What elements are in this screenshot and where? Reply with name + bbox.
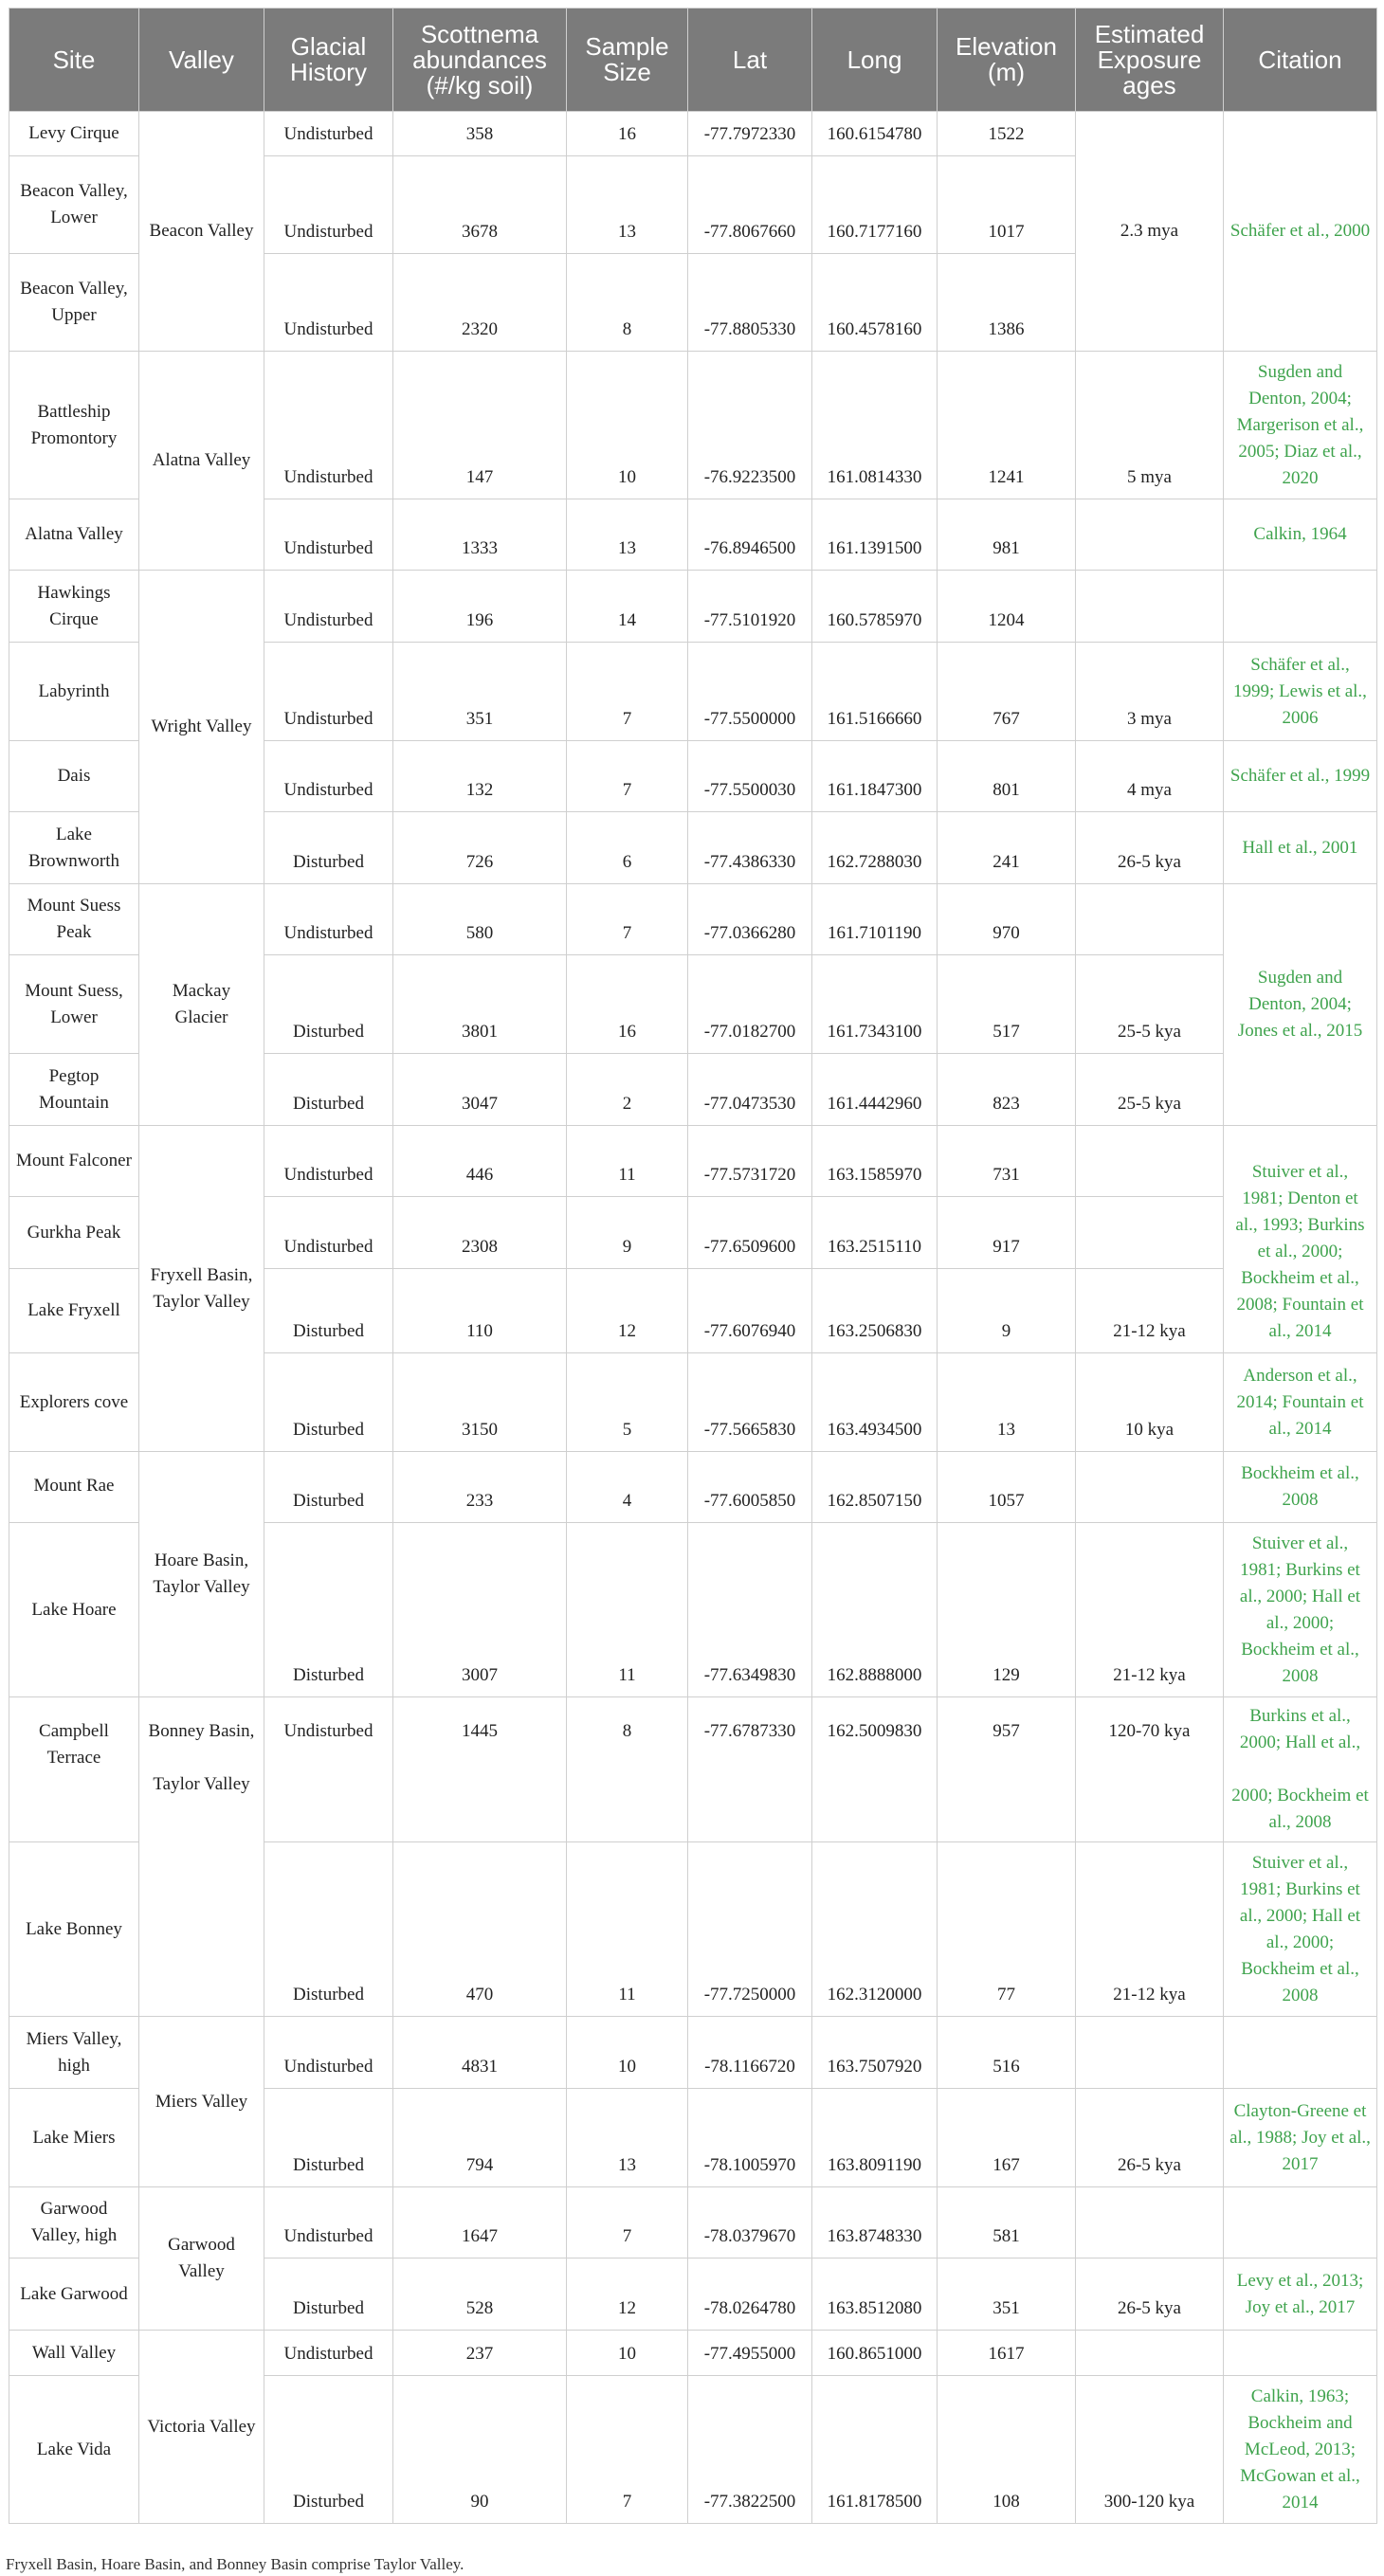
header-row <box>9 9 1377 112</box>
citation-link[interactable]: Stuiver et al., 1981; Denton et al., 1993; Burkins et al., 2000; Bockheim et al., 2008; Fountain et al., 2014 <box>1224 1126 1377 1353</box>
cell-elevation: 1204 <box>938 571 1076 643</box>
cell-site: Miers Valley, high <box>9 2017 139 2089</box>
cell-long: 160.8651000 <box>812 2331 938 2376</box>
cell-lat: -76.9223500 <box>688 352 812 499</box>
citation-link[interactable]: Schäfer et al., 2000 <box>1224 112 1377 352</box>
header-glacial-history: Glacial History <box>264 9 393 112</box>
valley-name-part: Bonney Basin, <box>148 1721 255 1741</box>
cell-sample-size: 7 <box>567 2187 688 2259</box>
cell-site: Lake Miers <box>9 2089 139 2187</box>
cell-glacial: Disturbed <box>264 1353 393 1452</box>
cell-site: Pegtop Mountain <box>9 1054 139 1126</box>
cell-exposure-age: 4 mya <box>1076 741 1224 812</box>
cell-site: Labyrinth <box>9 643 139 741</box>
cell-abundance: 147 <box>393 352 567 499</box>
cell-site: Mount Suess, Lower <box>9 955 139 1054</box>
citation-link[interactable]: Bockheim et al., 2008 <box>1224 1452 1377 1523</box>
cell-sample-size: 7 <box>567 643 688 741</box>
cell-sample-size: 16 <box>567 112 688 156</box>
table-row <box>9 112 1377 156</box>
cell-valley: Garwood Valley <box>139 2187 264 2331</box>
cell-lat: -77.0182700 <box>688 955 812 1054</box>
cell-long: 162.3120000 <box>812 1842 938 2017</box>
cell-elevation: 129 <box>938 1523 1076 1697</box>
header-elevation: Elevation (m) <box>938 9 1076 112</box>
cell-abundance: 351 <box>393 643 567 741</box>
cell-abundance: 794 <box>393 2089 567 2187</box>
cell-exposure-age <box>1076 1126 1224 1197</box>
cell-site: Mount Falconer <box>9 1126 139 1197</box>
cell-long: 161.1847300 <box>812 741 938 812</box>
cell-long: 163.4934500 <box>812 1353 938 1452</box>
cell-sample-size: 11 <box>567 1523 688 1697</box>
cell-exposure-age: 26-5 kya <box>1076 2089 1224 2187</box>
cell-glacial: Undisturbed <box>264 1126 393 1197</box>
cell-glacial: Disturbed <box>264 2089 393 2187</box>
cell-sample-size: 13 <box>567 2089 688 2187</box>
cell-sample-size: 8 <box>567 254 688 352</box>
cell-sample-size: 10 <box>567 2017 688 2089</box>
cell-elevation: 1241 <box>938 352 1076 499</box>
cell-site: Lake Hoare <box>9 1523 139 1697</box>
cell-sample-size: 10 <box>567 352 688 499</box>
table-row <box>9 2017 1377 2089</box>
cell-long: 163.1585970 <box>812 1126 938 1197</box>
cell-abundance: 3678 <box>393 156 567 254</box>
cell-site: Mount Rae <box>9 1452 139 1523</box>
cell-glacial: Undisturbed <box>264 571 393 643</box>
valley-name-part: Taylor Valley <box>153 1774 250 1794</box>
cell-site: Campbell Terrace <box>9 1697 139 1842</box>
cell-glacial: Undisturbed <box>264 112 393 156</box>
cell-abundance: 2308 <box>393 1197 567 1269</box>
cell-long: 162.5009830 <box>812 1697 938 1842</box>
cell-elevation: 1017 <box>938 156 1076 254</box>
cell-abundance: 90 <box>393 2376 567 2524</box>
cell-abundance: 1647 <box>393 2187 567 2259</box>
cell-site: Lake Brownworth <box>9 812 139 884</box>
cell-abundance: 3007 <box>393 1523 567 1697</box>
cell-site: Beacon Valley, Upper <box>9 254 139 352</box>
citation-cell-empty <box>1224 2017 1377 2089</box>
cell-long: 162.7288030 <box>812 812 938 884</box>
cell-valley: Wright Valley <box>139 571 264 884</box>
cell-site: Lake Vida <box>9 2376 139 2524</box>
cell-glacial: Undisturbed <box>264 2187 393 2259</box>
cell-site: Lake Fryxell <box>9 1269 139 1353</box>
table-row <box>9 884 1377 955</box>
cell-lat: -77.5500000 <box>688 643 812 741</box>
cell-long: 161.7343100 <box>812 955 938 1054</box>
cell-glacial: Undisturbed <box>264 643 393 741</box>
cell-elevation: 731 <box>938 1126 1076 1197</box>
cell-lat: -77.7250000 <box>688 1842 812 2017</box>
cell-site: Alatna Valley <box>9 499 139 571</box>
citation-cell-empty <box>1224 2331 1377 2376</box>
cell-valley: Miers Valley <box>139 2017 264 2187</box>
cell-valley: Beacon Valley <box>139 112 264 352</box>
cell-abundance: 726 <box>393 812 567 884</box>
cell-site: Mount Suess Peak <box>9 884 139 955</box>
cell-abundance: 446 <box>393 1126 567 1197</box>
cell-exposure-age <box>1076 2187 1224 2259</box>
table-row <box>9 571 1377 643</box>
cell-glacial: Disturbed <box>264 812 393 884</box>
citation-link[interactable]: Levy et al., 2013; Joy et al., 2017 <box>1224 2259 1377 2331</box>
cell-exposure-age <box>1076 884 1224 955</box>
cell-long: 160.6154780 <box>812 112 938 156</box>
cell-glacial: Undisturbed <box>264 1697 393 1842</box>
cell-lat: -77.5731720 <box>688 1126 812 1197</box>
citation-link[interactable]: Hall et al., 2001 <box>1224 812 1377 884</box>
cell-long: 161.1391500 <box>812 499 938 571</box>
cell-elevation: 970 <box>938 884 1076 955</box>
cell-elevation: 1386 <box>938 254 1076 352</box>
cell-glacial: Undisturbed <box>264 1197 393 1269</box>
cell-valley: Alatna Valley <box>139 352 264 571</box>
cell-exposure-age: 3 mya <box>1076 643 1224 741</box>
cell-lat: -76.8946500 <box>688 499 812 571</box>
cell-abundance: 580 <box>393 884 567 955</box>
cell-long: 161.4442960 <box>812 1054 938 1126</box>
cell-lat: -77.5500030 <box>688 741 812 812</box>
table-row <box>9 2331 1377 2376</box>
cell-site: Garwood Valley, high <box>9 2187 139 2259</box>
header-valley: Valley <box>139 9 264 112</box>
cell-exposure-age: 300-120 kya <box>1076 2376 1224 2524</box>
citation-link[interactable]: Stuiver et al., 1981; Burkins et al., 2000; Hall et al., 2000; Bockheim et al., 2008 <box>1224 1523 1377 1697</box>
cell-glacial: Undisturbed <box>264 741 393 812</box>
cell-long: 161.8178500 <box>812 2376 938 2524</box>
cell-abundance: 2320 <box>393 254 567 352</box>
cell-abundance: 3801 <box>393 955 567 1054</box>
cell-abundance: 3150 <box>393 1353 567 1452</box>
cell-sample-size: 9 <box>567 1197 688 1269</box>
cell-valley: Mackay Glacier <box>139 884 264 1126</box>
citation-link[interactable]: Clayton-Greene et al., 1988; Joy et al., 2017 <box>1224 2089 1377 2187</box>
cell-glacial: Disturbed <box>264 955 393 1054</box>
cell-elevation: 167 <box>938 2089 1076 2187</box>
cell-elevation: 581 <box>938 2187 1076 2259</box>
cell-elevation: 823 <box>938 1054 1076 1126</box>
cell-glacial: Disturbed <box>264 1523 393 1697</box>
cell-glacial: Disturbed <box>264 1842 393 2017</box>
cell-sample-size: 12 <box>567 2259 688 2331</box>
cell-site: Dais <box>9 741 139 812</box>
citation-link[interactable]: Calkin, 1964 <box>1224 499 1377 571</box>
cell-exposure-age: 10 kya <box>1076 1353 1224 1452</box>
cell-glacial: Undisturbed <box>264 884 393 955</box>
header-exposure-age: Estimated Exposure ages <box>1076 9 1224 112</box>
cell-glacial: Undisturbed <box>264 2331 393 2376</box>
cell-valley <box>139 1697 264 2017</box>
cell-glacial: Undisturbed <box>264 352 393 499</box>
cell-site: Gurkha Peak <box>9 1197 139 1269</box>
cell-elevation: 351 <box>938 2259 1076 2331</box>
cell-long: 160.5785970 <box>812 571 938 643</box>
cell-elevation: 9 <box>938 1269 1076 1353</box>
cell-abundance: 233 <box>393 1452 567 1523</box>
cell-sample-size: 4 <box>567 1452 688 1523</box>
cell-lat: -77.6509600 <box>688 1197 812 1269</box>
cell-exposure-age: 21-12 kya <box>1076 1842 1224 2017</box>
cell-exposure-age: 26-5 kya <box>1076 2259 1224 2331</box>
cell-long: 161.7101190 <box>812 884 938 955</box>
citation-cell-empty <box>1224 2187 1377 2259</box>
cell-sample-size: 14 <box>567 571 688 643</box>
cell-site: Hawkings Cirque <box>9 571 139 643</box>
cell-elevation: 517 <box>938 955 1076 1054</box>
citation-link[interactable]: Schäfer et al., 1999 <box>1224 741 1377 812</box>
cell-exposure-age: 25-5 kya <box>1076 955 1224 1054</box>
cell-site: Lake Bonney <box>9 1842 139 2017</box>
cell-sample-size: 8 <box>567 1697 688 1842</box>
cell-sample-size: 7 <box>567 884 688 955</box>
cell-exposure-age <box>1076 571 1224 643</box>
cell-abundance: 470 <box>393 1842 567 2017</box>
cell-elevation: 516 <box>938 2017 1076 2089</box>
cell-long: 160.4578160 <box>812 254 938 352</box>
table-row <box>9 352 1377 499</box>
cell-lat: -77.8805330 <box>688 254 812 352</box>
cell-lat: -77.4386330 <box>688 812 812 884</box>
header-lat: Lat <box>688 9 812 112</box>
cell-abundance: 237 <box>393 2331 567 2376</box>
cell-sample-size: 13 <box>567 499 688 571</box>
cell-elevation: 917 <box>938 1197 1076 1269</box>
cell-glacial: Disturbed <box>264 2259 393 2331</box>
citation-link[interactable]: Anderson et al., 2014; Fountain et al., 2014 <box>1224 1353 1377 1452</box>
cell-long: 161.0814330 <box>812 352 938 499</box>
citation-link[interactable]: Calkin, 1963; Bockheim and McLeod, 2013; McGowan et al., 2014 <box>1224 2376 1377 2524</box>
cell-lat: -77.5665830 <box>688 1353 812 1452</box>
cell-sample-size: 7 <box>567 741 688 812</box>
citation-link[interactable]: Schäfer et al., 1999; Lewis et al., 2006 <box>1224 643 1377 741</box>
citation-part: 2000; Bockheim et al., 2008 <box>1231 1786 1369 1832</box>
header-citation: Citation <box>1224 9 1377 112</box>
cell-sample-size: 7 <box>567 2376 688 2524</box>
cell-exposure-age: 120-70 kya <box>1076 1697 1224 1842</box>
cell-exposure-age: 5 mya <box>1076 352 1224 499</box>
citation-link[interactable]: Stuiver et al., 1981; Burkins et al., 2000; Hall et al., 2000; Bockheim et al., 2008 <box>1224 1842 1377 2017</box>
cell-sample-size: 5 <box>567 1353 688 1452</box>
cell-exposure-age: 26-5 kya <box>1076 812 1224 884</box>
table-row <box>9 2187 1377 2259</box>
cell-sample-size: 2 <box>567 1054 688 1126</box>
cell-elevation: 957 <box>938 1697 1076 1842</box>
cell-glacial: Disturbed <box>264 1269 393 1353</box>
cell-exposure-age <box>1076 1197 1224 1269</box>
cell-elevation: 1522 <box>938 112 1076 156</box>
cell-glacial: Undisturbed <box>264 156 393 254</box>
cell-lat: -77.6787330 <box>688 1697 812 1842</box>
header-sample-size: Sample Size <box>567 9 688 112</box>
cell-abundance: 3047 <box>393 1054 567 1126</box>
cell-abundance: 4831 <box>393 2017 567 2089</box>
cell-abundance: 1333 <box>393 499 567 571</box>
citation-link[interactable]: Sugden and Denton, 2004; Margerison et al., 2005; Diaz et al., 2020 <box>1224 352 1377 499</box>
cell-site: Levy Cirque <box>9 112 139 156</box>
cell-glacial: Disturbed <box>264 1452 393 1523</box>
cell-long: 163.8512080 <box>812 2259 938 2331</box>
cell-site: Battleship Promontory <box>9 352 139 499</box>
cell-valley: Fryxell Basin, Taylor Valley <box>139 1126 264 1452</box>
cell-elevation: 13 <box>938 1353 1076 1452</box>
cell-long: 160.7177160 <box>812 156 938 254</box>
cell-abundance: 132 <box>393 741 567 812</box>
cell-lat: -77.6076940 <box>688 1269 812 1353</box>
table-row <box>9 1452 1377 1523</box>
cell-exposure-age: 21-12 kya <box>1076 1523 1224 1697</box>
cell-exposure-age: 21-12 kya <box>1076 1269 1224 1353</box>
cell-long: 161.5166660 <box>812 643 938 741</box>
cell-valley: Hoare Basin, Taylor Valley <box>139 1452 264 1697</box>
cell-elevation: 108 <box>938 2376 1076 2524</box>
cell-abundance: 196 <box>393 571 567 643</box>
cell-elevation: 801 <box>938 741 1076 812</box>
citation-link[interactable]: Sugden and Denton, 2004; Jones et al., 2015 <box>1224 884 1377 1126</box>
citation-cell-empty <box>1224 571 1377 643</box>
cell-sample-size: 6 <box>567 812 688 884</box>
cell-sample-size: 11 <box>567 1126 688 1197</box>
table-footnote: Fryxell Basin, Hoare Basin, and Bonney Basin comprise Taylor Valley. <box>6 2555 464 2573</box>
cell-elevation: 981 <box>938 499 1076 571</box>
cell-abundance: 528 <box>393 2259 567 2331</box>
cell-long: 163.2506830 <box>812 1269 938 1353</box>
cell-abundance: 1445 <box>393 1697 567 1842</box>
cell-exposure-age: 2.3 mya <box>1076 112 1224 352</box>
table-row <box>9 1126 1377 1197</box>
cell-abundance: 110 <box>393 1269 567 1353</box>
header-abundance: Scottnema abundances (#/kg soil) <box>393 9 567 112</box>
cell-lat: -77.5101920 <box>688 571 812 643</box>
cell-long: 162.8888000 <box>812 1523 938 1697</box>
cell-exposure-age <box>1076 1452 1224 1523</box>
header-long: Long <box>812 9 938 112</box>
cell-sample-size: 13 <box>567 156 688 254</box>
cell-lat: -77.8067660 <box>688 156 812 254</box>
cell-elevation: 1057 <box>938 1452 1076 1523</box>
citation-part: Burkins et al., 2000; Hall et al., <box>1239 1706 1361 1752</box>
cell-lat: -78.0264780 <box>688 2259 812 2331</box>
cell-lat: -78.1166720 <box>688 2017 812 2089</box>
cell-elevation: 767 <box>938 643 1076 741</box>
cell-elevation: 241 <box>938 812 1076 884</box>
cell-long: 163.2515110 <box>812 1197 938 1269</box>
cell-lat: -77.4955000 <box>688 2331 812 2376</box>
cell-long: 162.8507150 <box>812 1452 938 1523</box>
cell-glacial: Undisturbed <box>264 499 393 571</box>
cell-exposure-age <box>1076 2017 1224 2089</box>
cell-exposure-age <box>1076 2331 1224 2376</box>
data-table <box>9 8 1377 2524</box>
cell-site: Explorers cove <box>9 1353 139 1452</box>
cell-lat: -77.6005850 <box>688 1452 812 1523</box>
cell-exposure-age <box>1076 499 1224 571</box>
cell-site: Beacon Valley, Lower <box>9 156 139 254</box>
cell-lat: -77.3822500 <box>688 2376 812 2524</box>
cell-valley: Victoria Valley <box>139 2331 264 2524</box>
cell-long: 163.8748330 <box>812 2187 938 2259</box>
cell-lat: -77.0366280 <box>688 884 812 955</box>
cell-sample-size: 11 <box>567 1842 688 2017</box>
cell-long: 163.8091190 <box>812 2089 938 2187</box>
cell-site: Lake Garwood <box>9 2259 139 2331</box>
cell-exposure-age: 25-5 kya <box>1076 1054 1224 1126</box>
cell-glacial: Disturbed <box>264 1054 393 1126</box>
cell-lat: -78.1005970 <box>688 2089 812 2187</box>
citation-link[interactable] <box>1224 1697 1377 1842</box>
cell-lat: -77.7972330 <box>688 112 812 156</box>
cell-site: Wall Valley <box>9 2331 139 2376</box>
cell-lat: -78.0379670 <box>688 2187 812 2259</box>
cell-sample-size: 16 <box>567 955 688 1054</box>
cell-long: 163.7507920 <box>812 2017 938 2089</box>
header-site: Site <box>9 9 139 112</box>
cell-sample-size: 10 <box>567 2331 688 2376</box>
table-row <box>9 1697 1377 1842</box>
cell-glacial: Undisturbed <box>264 254 393 352</box>
cell-glacial: Undisturbed <box>264 2017 393 2089</box>
cell-lat: -77.0473530 <box>688 1054 812 1126</box>
cell-elevation: 1617 <box>938 2331 1076 2376</box>
cell-glacial: Disturbed <box>264 2376 393 2524</box>
cell-sample-size: 12 <box>567 1269 688 1353</box>
cell-lat: -77.6349830 <box>688 1523 812 1697</box>
cell-elevation: 77 <box>938 1842 1076 2017</box>
cell-abundance: 358 <box>393 112 567 156</box>
